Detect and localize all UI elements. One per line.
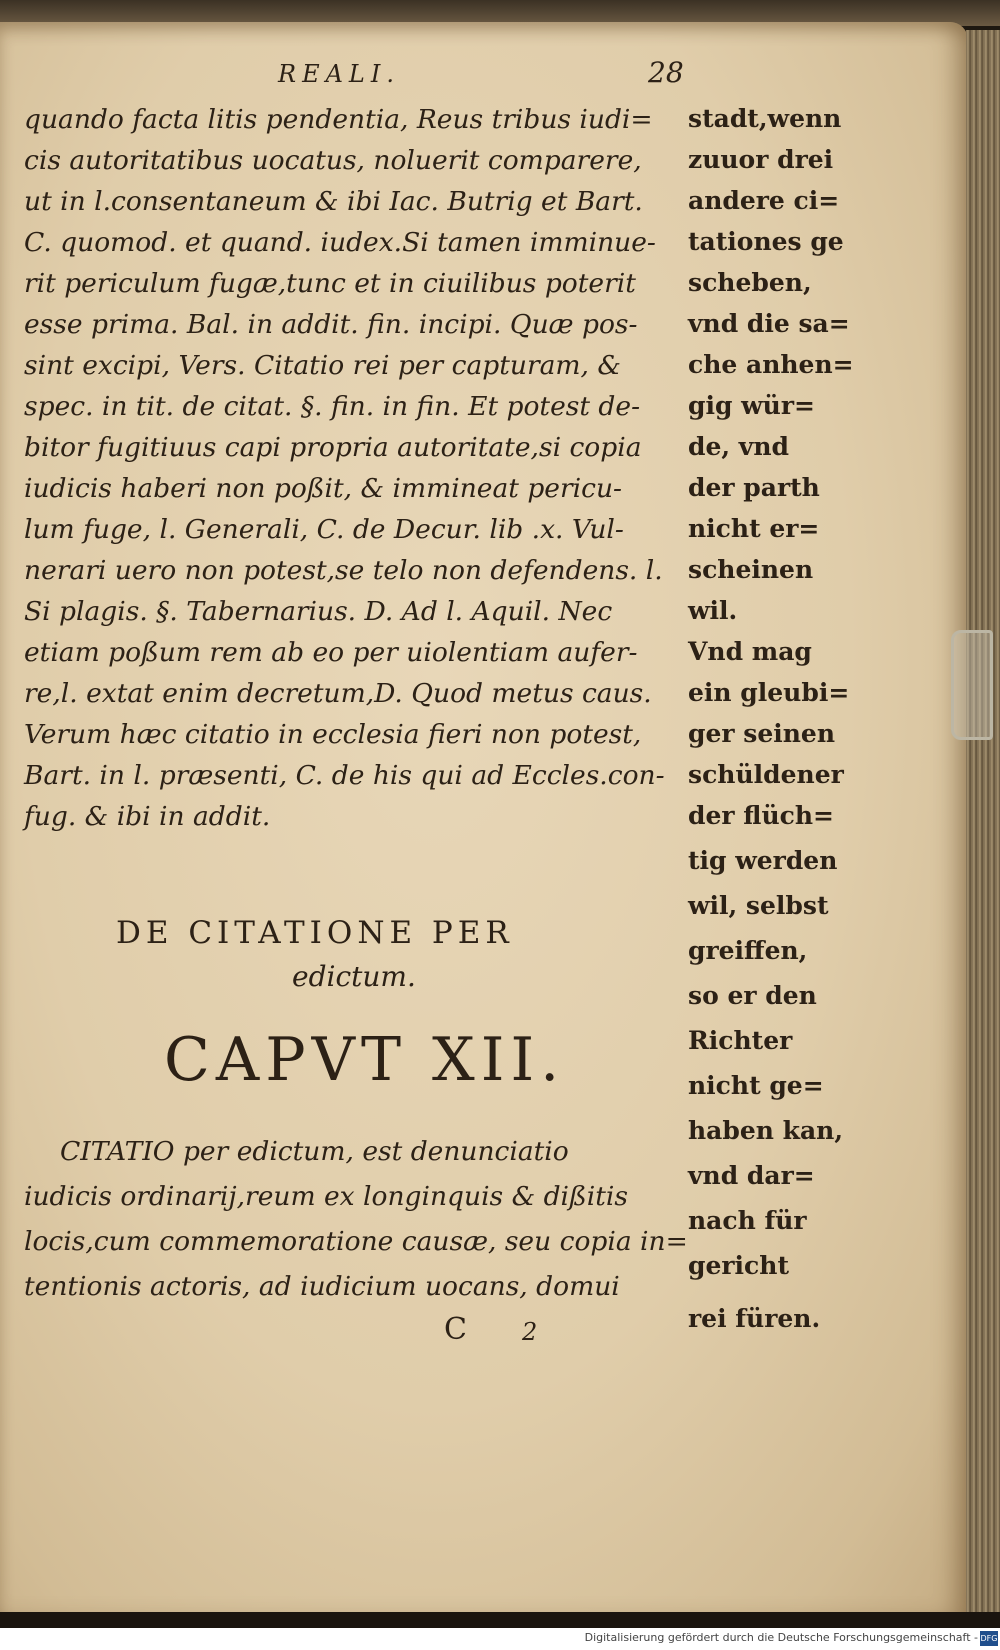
side-text-line: nicht ge= (688, 1071, 824, 1100)
book-bottom-edge (0, 1612, 1000, 1628)
side-text-line: wil. (688, 596, 738, 625)
main-text-line: fug. & ibi in addit. (24, 801, 271, 832)
main-text-line: sint excipi, Vers. Citatio rei per capturam, & (24, 350, 621, 381)
side-text-line: schüldener (688, 760, 844, 789)
running-head: REALI. (278, 60, 400, 88)
signature-letter: C (444, 1312, 467, 1347)
main-text-line: Si plagis. §. Tabernarius. D. Ad l. Aquil. Nec (24, 596, 613, 627)
side-text-line: vnd dar= (688, 1161, 815, 1190)
side-text-line: haben kan, (688, 1116, 844, 1145)
paragraph-line: locis,cum commemoratione causæ, seu copia in= (24, 1226, 688, 1257)
main-text-line: ut in l.consentaneum & ibi Iac. Butrig et Bart. (24, 186, 643, 217)
side-text-line: de, vnd (688, 432, 789, 461)
paragraph-line: iudicis ordinarij,reum ex longinquis & dißitis (24, 1181, 628, 1212)
side-text-line: che anhen= (688, 350, 854, 379)
side-text-line: wil, selbst (688, 891, 829, 920)
side-text-line: scheben, (688, 268, 812, 297)
side-text-line: nicht er= (688, 514, 820, 543)
digitization-footer (0, 1628, 1000, 1650)
page-header (0, 56, 900, 100)
main-text-line: esse prima. Bal. in addit. fin. incipi. Quæ pos- (24, 309, 638, 340)
side-text-line: tig werden (688, 846, 838, 875)
main-text-line: bitor fugitiuus capi propria autoritate,si copia (24, 432, 642, 463)
main-text-line: quando facta litis pendentia, Reus tribus iudi= (24, 104, 653, 135)
main-text-line: nerari uero non potest,se telo non defendens. l. (24, 555, 663, 586)
side-text-line: gig wür= (688, 391, 815, 420)
side-text-line: andere ci= (688, 186, 840, 215)
side-text-line: so er den (688, 981, 817, 1010)
side-text-line: Richter (688, 1026, 793, 1055)
main-text-line: iudicis haberi non poßit, & immineat pericu- (24, 473, 622, 504)
main-text-line: Verum hæc citatio in ecclesia fieri non potest, (24, 719, 642, 750)
paragraph-line: CITATIO per edictum, est denunciatio (60, 1136, 569, 1167)
main-text-line: lum fuge, l. Generali, C. de Decur. lib .x. Vul- (24, 514, 624, 545)
tab-marker (951, 630, 993, 740)
main-text-line: re,l. extat enim decretum,D. Quod metus caus. (24, 678, 652, 709)
side-text-line: Vnd mag (688, 637, 812, 666)
side-text-line: zuuor drei (688, 145, 834, 174)
footer-credit-text: Digitalisierung gefördert durch die Deutsche Forschungsgemeinschaft - (584, 1631, 978, 1644)
side-text-line: der parth (688, 473, 820, 502)
paragraph-line: tentionis actoris, ad iudicium uocans, domui (24, 1271, 620, 1302)
side-text-line: stadt,wenn (688, 104, 842, 133)
side-text-line: ein gleubi= (688, 678, 850, 707)
side-text-line: vnd die sa= (688, 309, 850, 338)
side-text-line: tationes ge (688, 227, 844, 256)
main-text-line: C. quomod. et quand. iudex.Si tamen imminue- (24, 227, 656, 258)
section-heading: DE CITATIONE PER (116, 915, 514, 951)
side-text-line: ger seinen (688, 719, 835, 748)
side-text-line: greiffen, (688, 936, 808, 965)
dfg-logo: DFG (980, 1631, 998, 1646)
side-text-line: rei füren. (688, 1304, 821, 1333)
main-text-line: spec. in tit. de citat. §. fin. in fin. Et potest de- (24, 391, 641, 422)
chapter-heading: CAPVT XII. (164, 1025, 566, 1095)
main-text-line: rit periculum fugæ,tunc et in ciuilibus poterit (24, 268, 636, 299)
page-number: 28 (648, 56, 684, 89)
page-stack-edge (966, 30, 1000, 1620)
side-text-line: der flüch= (688, 801, 834, 830)
section-subheading: edictum. (292, 960, 416, 993)
main-text-line: Bart. in l. præsenti, C. de his qui ad Eccles.con- (24, 760, 665, 791)
signature-number: 2 (522, 1318, 538, 1346)
side-text-line: gericht (688, 1251, 790, 1280)
main-text-line: etiam poßum rem ab eo per uiolentiam aufer- (24, 637, 638, 668)
side-text-line: scheinen (688, 555, 814, 584)
side-text-line: nach für (688, 1206, 807, 1235)
main-text-line: cis autoritatibus uocatus, noluerit comparere, (24, 145, 642, 176)
